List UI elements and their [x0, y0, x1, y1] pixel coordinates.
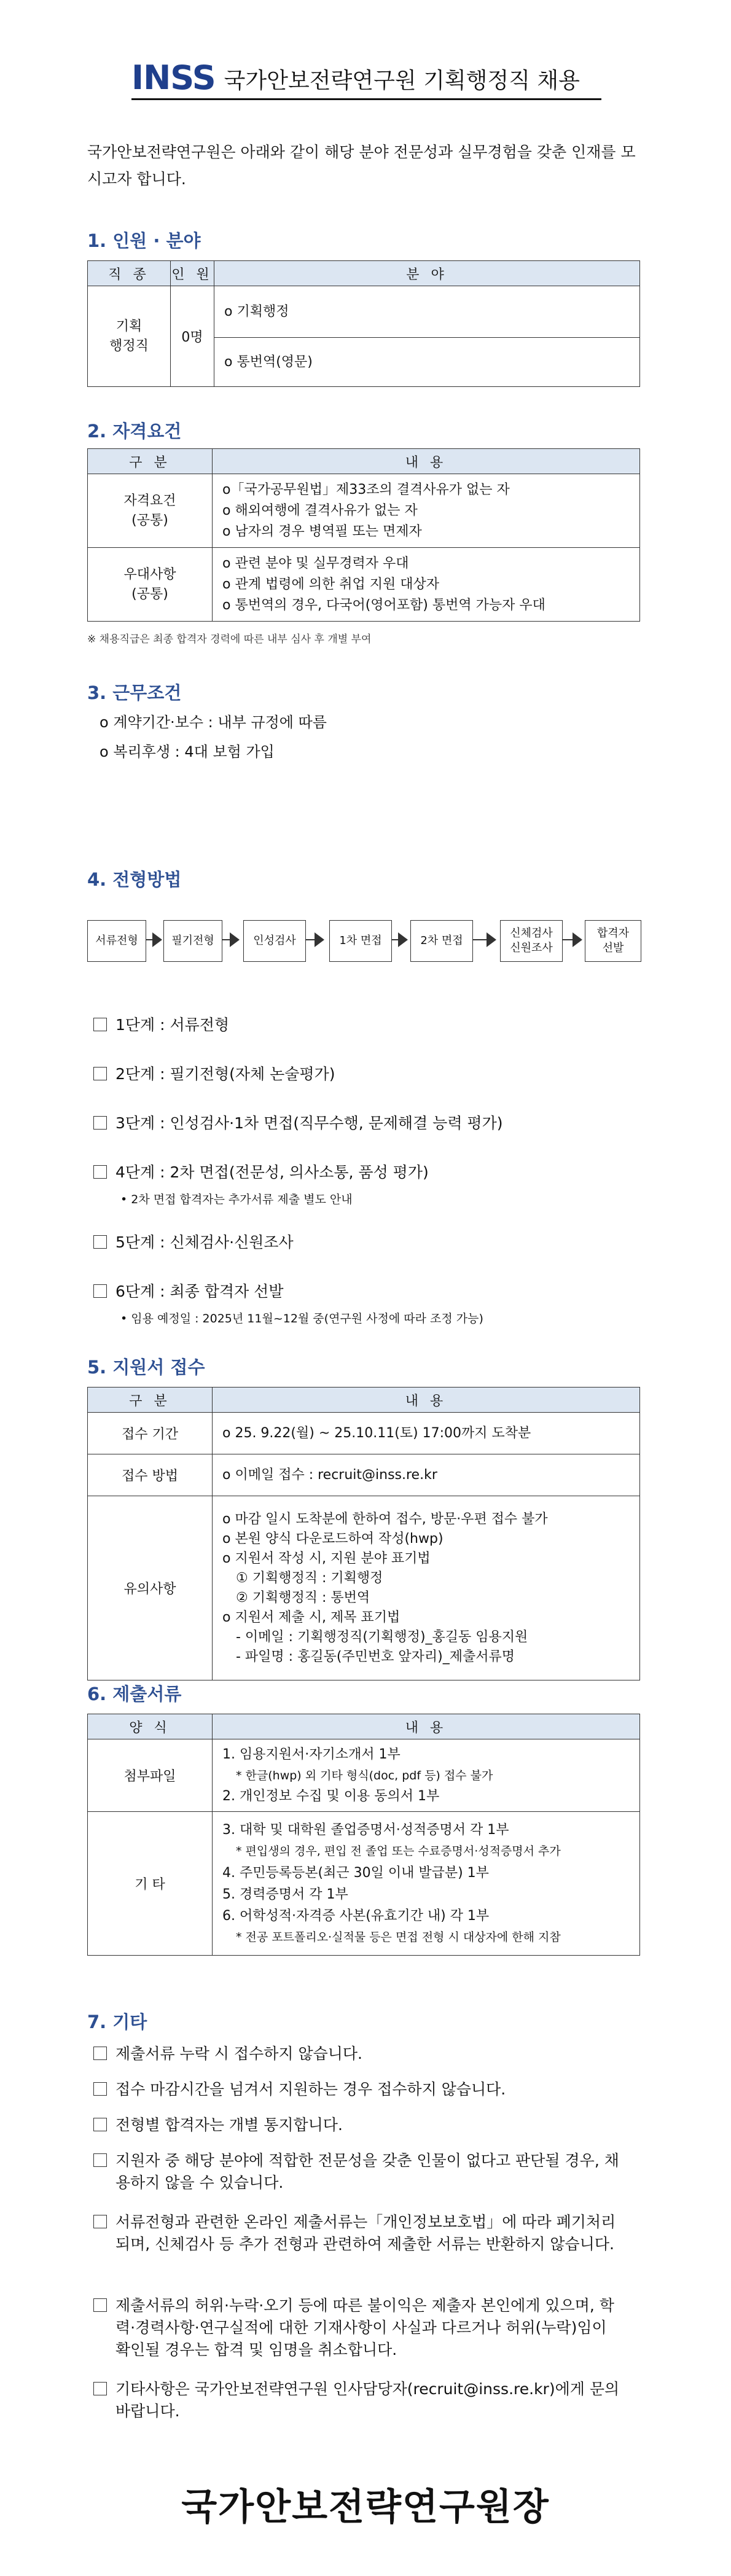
etc-item: [93, 2114, 640, 2136]
intro-text: 국가안보전략연구원은 아래와 같이 해당 분야 전문성과 실무경험을 갖춘 인재를 모시고자 합니다.: [87, 143, 636, 188]
col-header-count: 인 원: [171, 261, 214, 286]
headcount-cell: 0명: [171, 286, 214, 387]
documents-table: [87, 1714, 640, 1956]
notes-item: o 지원서 제출 시, 제목 표기법: [222, 1609, 401, 1625]
doc-note: * 전공 포트폴리오·실적물 등은 면접 전형 시 대상자에 한해 지참: [236, 1930, 561, 1944]
checkbox-icon: [93, 2047, 107, 2060]
step-5: [93, 1232, 294, 1253]
checkbox-icon: [93, 1116, 107, 1130]
etc-text: 전형별 합격자는 개별 통지합니다.: [115, 2116, 343, 2134]
flow-step-6: 신체검사 신원조사: [500, 920, 563, 962]
qual-label: 자격요건: [123, 493, 176, 509]
pref-item: o 통번역의 경우, 다국어(영어포함) 통번역 가능자 우대: [222, 597, 545, 613]
qual-item: o 해외여행에 결격사유가 없는 자: [222, 502, 418, 518]
checkbox-icon: [93, 2215, 107, 2228]
checkbox-icon: [93, 2118, 107, 2131]
checkbox-icon: [93, 2082, 107, 2096]
qual-item: o 남자의 경우 병역필 또는 면제자: [222, 523, 422, 539]
arrow-right-icon: [315, 932, 324, 947]
footer-signature: 국가안보전략연구원장: [181, 2486, 550, 2529]
checkbox-icon: [93, 1284, 107, 1298]
flow-step-1: 서류전형: [87, 920, 146, 962]
notes-content: [213, 1496, 640, 1680]
step-3: [93, 1113, 502, 1134]
period-value: o 25. 9.22(월) ~ 25.10.11(토) 17:00까지 도착분: [213, 1413, 640, 1454]
checkbox-icon: [93, 1165, 107, 1179]
flow-step-7: 합격자 선발: [585, 920, 641, 962]
etc-text: 제출서류 누락 시 접수하지 않습니다.: [115, 2045, 362, 2063]
doc-item: 5. 경력증명서 각 1부: [222, 1886, 348, 1902]
section-title-2: 2. 자격요건: [87, 421, 182, 442]
step-text: 2단계 : 필기전형(자체 논술평가): [115, 1065, 335, 1083]
checkbox-icon: [93, 2298, 107, 2312]
notes-subitem: - 이메일 : 기획행정직(기획행정)_홍길동 임용지원: [236, 1629, 528, 1645]
page-title: 국가안보전략연구원 기획행정직 채용: [224, 68, 580, 93]
col-header-category: 구 분: [88, 1388, 213, 1413]
step-1: [93, 1015, 229, 1036]
etc-item: [93, 2211, 640, 2255]
flow-step-3: 인성검사: [243, 920, 306, 962]
period-label: 접수 기간: [88, 1413, 213, 1454]
pref-label: 우대사항: [123, 566, 176, 582]
flow-connector: [473, 939, 488, 940]
pref-item: o 관련 분야 및 실무경력자 우대: [222, 555, 409, 571]
step-text: 3단계 : 인성검사·1차 면접(직무수행, 문제해결 능력 평가): [115, 1114, 503, 1132]
notes-label: 유의사항: [88, 1496, 213, 1680]
other-content: [213, 1812, 640, 1956]
job-type-cell: 기획 행정직: [88, 286, 171, 387]
step-6: [93, 1281, 283, 1302]
etc-item: [93, 2078, 640, 2101]
section-title-6: 6. 제출서류: [87, 1684, 182, 1704]
step-4: [93, 1162, 429, 1183]
notes-item: o 본원 양식 다운로드하여 작성(hwp): [222, 1531, 444, 1547]
notes-subitem: - 파일명 : 홍길동(주민번호 앞자리)_제출서류명: [236, 1649, 515, 1665]
arrow-right-icon: [152, 932, 162, 947]
step-text: 1단계 : 서류전형: [115, 1016, 230, 1034]
section-title-3: 3. 근무조건: [87, 682, 182, 703]
flow-step-5: 2차 면접: [410, 920, 473, 962]
etc-text: 기타사항은 국가안보전략연구원 인사담당자(recruit@inss.re.kr)에게 문의 바랍니다.: [115, 2380, 620, 2420]
pref-sublabel: (공통): [131, 586, 168, 602]
field-cell-2: o 통번역(영문): [214, 338, 640, 387]
pref-label-cell: [88, 548, 213, 622]
step-4-note: • 2차 면접 합격자는 추가서류 제출 별도 안내: [120, 1193, 353, 1206]
checkbox-icon: [93, 1018, 107, 1031]
step-text: 5단계 : 신체검사·신원조사: [115, 1233, 294, 1251]
etc-text: 접수 마감시간을 넘겨서 지원하는 경우 접수하지 않습니다.: [115, 2080, 506, 2098]
col-header-field: 분 야: [214, 261, 640, 286]
doc-item: 3. 대학 및 대학원 졸업증명서·성적증명서 각 1부: [222, 1822, 509, 1838]
section-title-1: 1. 인원 · 분야: [87, 230, 201, 251]
other-label: 기 타: [88, 1812, 213, 1956]
notes-subitem: ② 기획행정직 : 통번역: [236, 1590, 370, 1606]
col-header-content: 내 용: [213, 1388, 640, 1413]
step-text: 6단계 : 최종 합격자 선발: [115, 1282, 284, 1300]
qualification-table: [87, 448, 640, 622]
rank-note: ※ 채용직급은 최종 합격자 경력에 따른 내부 심사 후 개별 부여: [87, 633, 372, 646]
col-header-job: 직 종: [88, 261, 171, 286]
col-header-content: 내 용: [213, 1714, 640, 1739]
doc-note: * 편입생의 경우, 편입 전 졸업 또는 수료증명서·성적증명서 추가: [236, 1844, 561, 1858]
qual-item: o「국가공무원법」제33조의 결격사유가 없는 자: [222, 482, 510, 498]
doc-item: 4. 주민등록등본(최근 30일 이내 발급분) 1부: [222, 1865, 489, 1881]
section-title-7: 7. 기타: [87, 2012, 147, 2032]
etc-item: [93, 2295, 640, 2361]
arrow-right-icon: [398, 932, 408, 947]
doc-item: 6. 어학성적·자격증 사본(유효기간 내) 각 1부: [222, 1908, 490, 1924]
method-label: 접수 방법: [88, 1454, 213, 1496]
step-6-note: • 임용 예정일 : 2025년 11월~12월 중(연구원 사정에 따라 조정 가능): [120, 1312, 483, 1325]
etc-text: 지원자 중 해당 분야에 적합한 전문성을 갖춘 인물이 없다고 판단될 경우, 채용하지 않을 수 있습니다.: [115, 2152, 619, 2192]
header: [131, 58, 580, 97]
doc-item: 1. 임용지원서·자기소개서 1부: [222, 1746, 401, 1762]
col-header-category: 구 분: [88, 449, 213, 474]
inss-logo: INSS: [131, 58, 216, 97]
etc-item: [93, 2043, 640, 2065]
attach-content: [213, 1739, 640, 1812]
condition-item: o 복리후생 : 4대 보험 가입: [100, 743, 275, 760]
col-header-form: 양 식: [88, 1714, 213, 1739]
qual-content-cell: [213, 474, 640, 548]
checkbox-icon: [93, 1235, 107, 1249]
arrow-right-icon: [230, 932, 240, 947]
flow-step-2: 필기전형: [163, 920, 222, 962]
etc-text: 제출서류의 허위·누락·오기 등에 따른 불이익은 제출자 본인에게 있으며, 학력·경력사항·연구실적에 대한 기재사항이 사실과 다르거나 허위(누락)임이 확인될 경우는 합격 및 임명을 취소합니다.: [115, 2297, 614, 2359]
pref-content-cell: [213, 548, 640, 622]
arrow-right-icon: [573, 932, 582, 947]
field-cell-1: o 기획행정: [214, 286, 640, 338]
checkbox-icon: [93, 1067, 107, 1080]
qual-sublabel: (공통): [131, 512, 168, 528]
notes-item: o 지원서 작성 시, 지원 분야 표기법: [222, 1550, 431, 1566]
step-text: 4단계 : 2차 면접(전문성, 의사소통, 품성 평가): [115, 1163, 429, 1181]
method-value: o 이메일 접수 : recruit@inss.re.kr: [213, 1454, 640, 1496]
application-table: [87, 1387, 640, 1680]
checkbox-icon: [93, 2382, 107, 2395]
col-header-content: 내 용: [213, 449, 640, 474]
section-title-5: 5. 지원서 접수: [87, 1357, 205, 1378]
condition-item: o 계약기간·보수 : 내부 규정에 따름: [100, 714, 327, 731]
notes-subitem: ① 기획행정직 : 기획행정: [236, 1570, 383, 1586]
notes-item: o 마감 일시 도착분에 한하여 접수, 방문·우편 접수 불가: [222, 1511, 548, 1527]
arrow-right-icon: [487, 932, 496, 947]
doc-note: * 한글(hwp) 외 기타 형식(doc, pdf 등) 접수 불가: [236, 1768, 493, 1782]
section-title-4: 4. 전형방법: [87, 869, 182, 890]
header-underline: [131, 98, 601, 100]
flow-step-4: 1차 면접: [329, 920, 392, 962]
doc-item: 2. 개인정보 수집 및 이용 동의서 1부: [222, 1788, 440, 1804]
etc-item: [93, 2150, 640, 2194]
pref-item: o 관계 법령에 의한 취업 지원 대상자: [222, 576, 439, 592]
recruitment-table: [87, 260, 640, 387]
step-2: [93, 1064, 335, 1085]
checkbox-icon: [93, 2153, 107, 2167]
attach-label: 첨부파일: [88, 1739, 213, 1812]
etc-text: 서류전형과 관련한 온라인 제출서류는「개인정보보호법」에 따라 폐기처리되며, 신체검사 등 추가 전형과 관련하여 제출한 서류는 반환하지 않습니다.: [115, 2213, 616, 2253]
etc-item: [93, 2378, 640, 2422]
qual-label-cell: [88, 474, 213, 548]
